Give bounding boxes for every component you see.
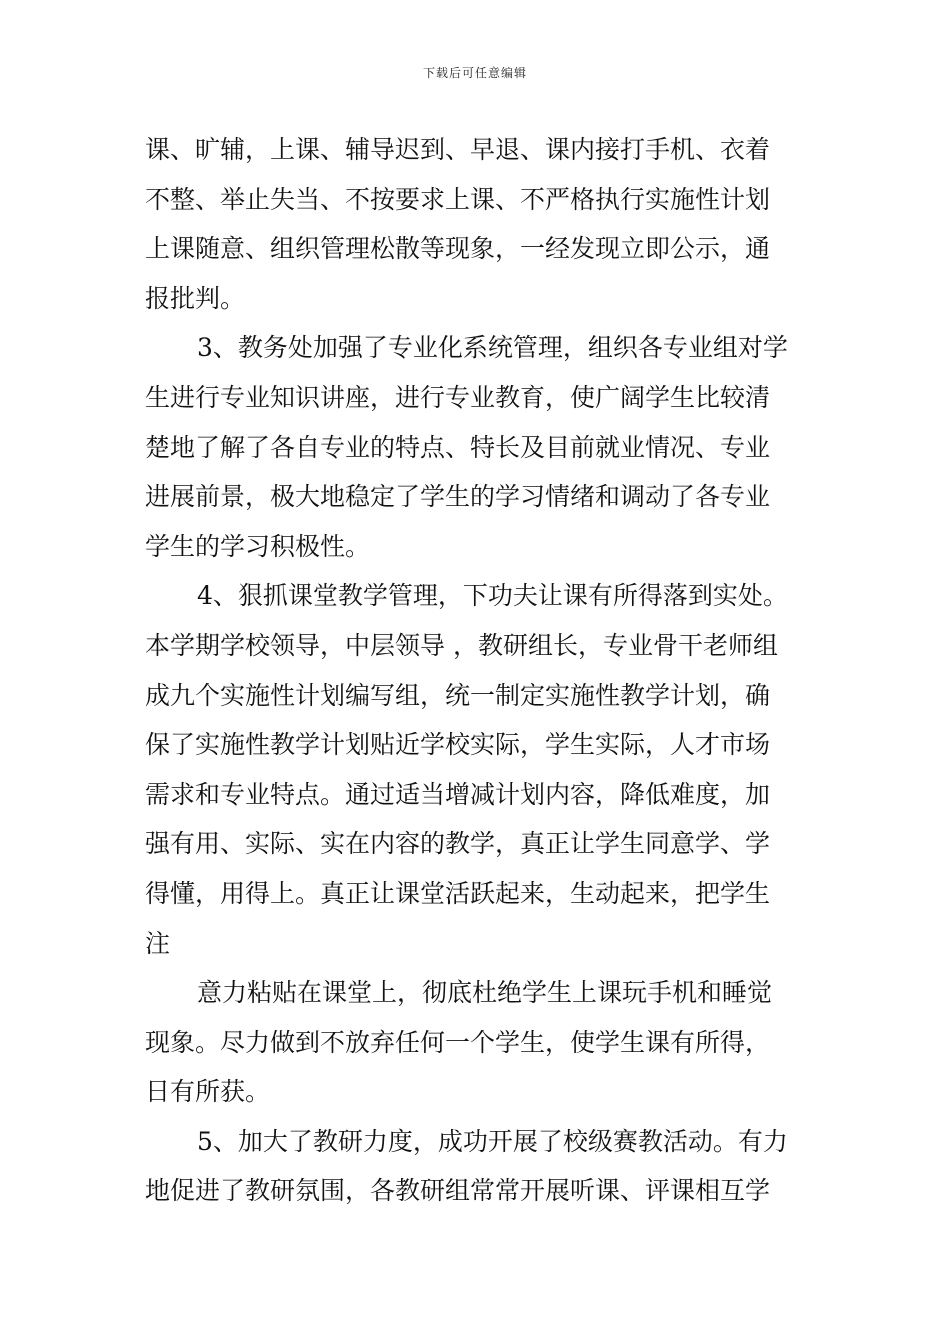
text-line: 报批判。 bbox=[145, 283, 246, 313]
text-line: 楚地了解了各自专业的特点、特长及目前就业情况、专业 bbox=[145, 432, 771, 462]
text-line: 需求和专业特点。通过适当增减计划内容，降低难度，加 bbox=[145, 779, 771, 809]
text-line: 注 bbox=[145, 928, 171, 958]
paragraph-start-line: 5、加大了教研力度，成功开展了校级赛教活动。有力 bbox=[197, 1126, 788, 1156]
text-line: 课、旷辅，上课、辅导迟到、早退、课内接打手机、衣着 bbox=[145, 135, 771, 164]
paragraph-start-line: 意力粘贴在课堂上，彻底杜绝学生上课玩手机和睡觉 bbox=[197, 978, 773, 1008]
text-line: 现象。尽力做到不放弃任何一个学生，使学生课有所得， bbox=[145, 1027, 771, 1057]
text-line: 成九个实施性计划编写组，统一制定实施性教学计划，确 bbox=[145, 680, 771, 710]
text-line: 地促进了教研氛围，各教研组常常开展听课、评课相互学 bbox=[145, 1176, 771, 1206]
text-line: 得懂，用得上。真正让课堂活跃起来，生动起来，把学生 bbox=[145, 878, 771, 908]
document-body bbox=[145, 125, 810, 1216]
text-line: 强有用、实际、实在内容的教学，真正让学生同意学、学 bbox=[145, 829, 771, 859]
text-line: 上课随意、组织管理松散等现象，一经发现立即公示，通 bbox=[145, 234, 771, 264]
page-header-note: 下载后可任意编辑 bbox=[422, 66, 527, 80]
text-line: 学生的学习积极性。 bbox=[145, 531, 371, 561]
text-line: 日有所获。 bbox=[145, 1077, 271, 1107]
paragraph-start-line: 4、狠抓课堂教学管理，下功夫让课有所得落到实处。 bbox=[197, 581, 788, 611]
paragraph-start-line: 3、教务处加强了专业化系统管理，组织各专业组对学 bbox=[197, 333, 788, 363]
text-line: 不整、举止失当、不按要求上课、不严格执行实施性计划 bbox=[145, 184, 771, 214]
text-line: 生进行专业知识讲座，进行专业教育，使广阔学生比较清 bbox=[145, 382, 771, 412]
text-line: 本学期学校领导，中层领导 ，教研组长，专业骨干老师组 bbox=[145, 630, 778, 660]
text-line: 保了实施性教学计划贴近学校实际，学生实际，人才市场 bbox=[145, 730, 771, 760]
text-line: 进展前景，极大地稳定了学生的学习情绪和调动了各专业 bbox=[145, 482, 771, 512]
